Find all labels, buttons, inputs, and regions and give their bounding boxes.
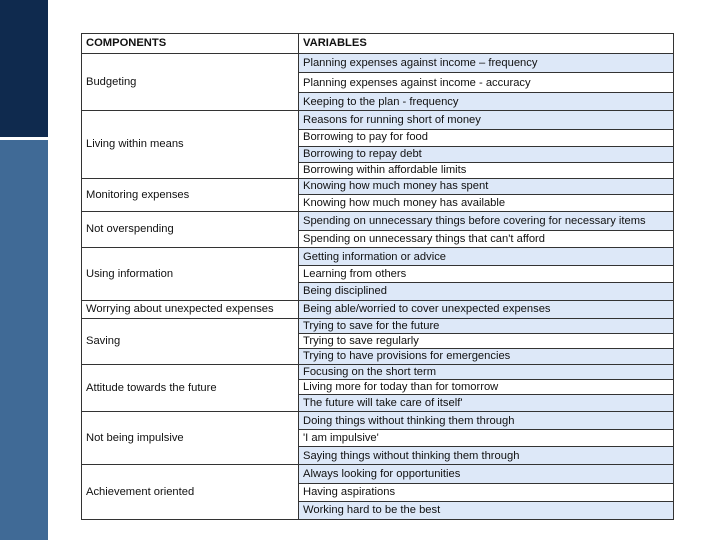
component-cell: Achievement oriented xyxy=(82,465,299,520)
variable-cell: Spending on unnecessary things before covering for necessary items xyxy=(299,212,674,231)
variable-cell: Knowing how much money has available xyxy=(299,194,674,211)
variable-cell: Borrowing to repay debt xyxy=(299,146,674,162)
variable-cell: Trying to have provisions for emergencies xyxy=(299,348,674,364)
component-cell: Budgeting xyxy=(82,54,299,111)
table-row xyxy=(82,318,674,333)
variable-cell: Learning from others xyxy=(299,266,674,283)
components-variables-table xyxy=(81,33,674,520)
variable-cell: Getting information or advice xyxy=(299,248,674,266)
component-cell: Worrying about unexpected expenses xyxy=(82,300,299,318)
table-row xyxy=(82,212,674,231)
variable-cell: Trying to save for the future xyxy=(299,318,674,333)
table-row xyxy=(82,111,674,129)
variable-cell: Knowing how much money has spent xyxy=(299,178,674,194)
component-cell: Not being impulsive xyxy=(82,412,299,465)
variable-cell: The future will take care of itself' xyxy=(299,395,674,412)
table-row xyxy=(82,465,674,483)
header-components: COMPONENTS xyxy=(82,34,299,54)
component-cell: Monitoring expenses xyxy=(82,178,299,211)
variable-cell: Trying to save regularly xyxy=(299,333,674,348)
header-row xyxy=(82,34,674,54)
table-body xyxy=(82,34,674,520)
variable-cell: Working hard to be the best xyxy=(299,501,674,519)
component-cell: Not overspending xyxy=(82,212,299,248)
table-row xyxy=(82,300,674,318)
variable-cell: Being able/worried to cover unexpected expenses xyxy=(299,300,674,318)
variable-cell: Planning expenses against income - accuracy xyxy=(299,73,674,93)
table-row xyxy=(82,248,674,266)
table-row xyxy=(82,364,674,379)
variable-cell: Living more for today than for tomorrow xyxy=(299,379,674,394)
table-row xyxy=(82,412,674,430)
slide-band-light xyxy=(0,140,48,540)
variable-cell: Borrowing to pay for food xyxy=(299,129,674,146)
variable-cell: Reasons for running short of money xyxy=(299,111,674,129)
variable-cell: Doing things without thinking them through xyxy=(299,412,674,430)
table-row xyxy=(82,54,674,73)
variable-cell: Saying things without thinking them through xyxy=(299,447,674,465)
variable-cell: Keeping to the plan - frequency xyxy=(299,93,674,111)
variable-cell: Borrowing within affordable limits xyxy=(299,162,674,178)
variable-cell: Spending on unnecessary things that can't afford xyxy=(299,231,674,248)
variable-cell: 'I am impulsive' xyxy=(299,430,674,447)
component-cell: Using information xyxy=(82,248,299,300)
component-cell: Attitude towards the future xyxy=(82,364,299,411)
component-cell: Living within means xyxy=(82,111,299,178)
variable-cell: Having aspirations xyxy=(299,483,674,501)
header-variables: VARIABLES xyxy=(299,34,674,54)
variable-cell: Focusing on the short term xyxy=(299,364,674,379)
slide-band-dark xyxy=(0,0,48,137)
variable-cell: Being disciplined xyxy=(299,283,674,300)
variable-cell: Always looking for opportunities xyxy=(299,465,674,483)
component-cell: Saving xyxy=(82,318,299,364)
table-row xyxy=(82,178,674,194)
variable-cell: Planning expenses against income – frequency xyxy=(299,54,674,73)
